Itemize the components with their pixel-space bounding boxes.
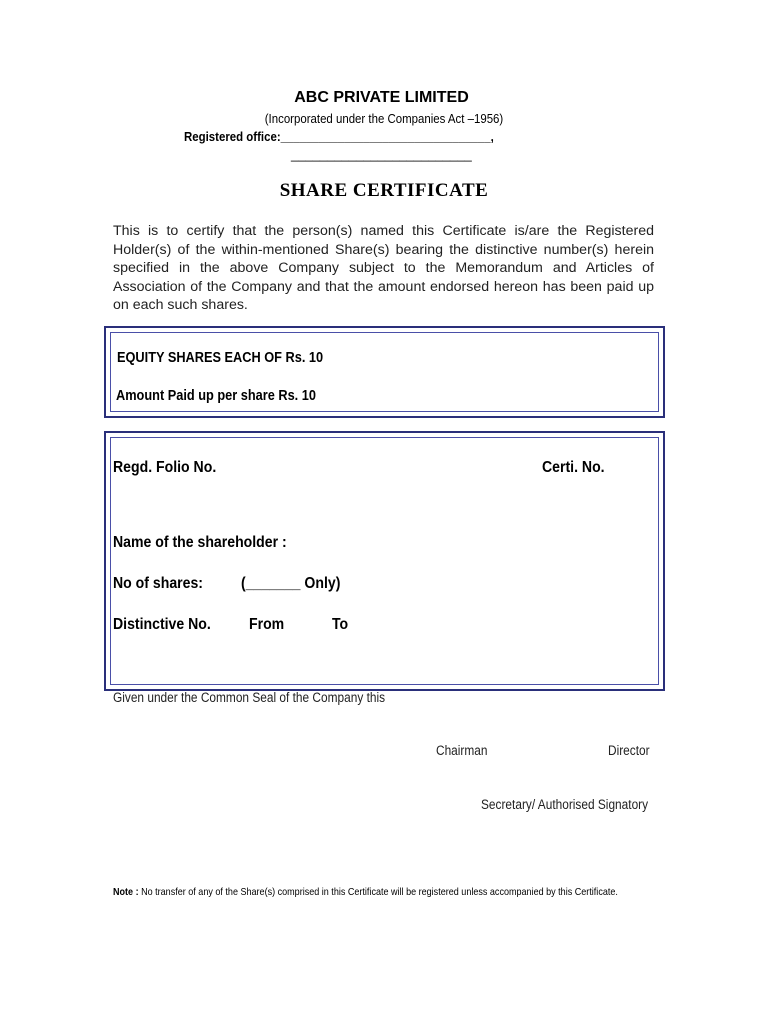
certify-paragraph: This is to certify that the person(s) named this Certificate is/are the Registered Holder(s) of the within-mentioned Share(s) bearing the distinctive number(s) herein specified in the above Company subject to the Memorandum and Articles of Association of the Company and that the amount endorsed hereon has been paid up on each such shares. xyxy=(113,223,654,314)
company-name: ABC PRIVATE LIMITED xyxy=(294,89,469,106)
director-signature-label: Director xyxy=(608,743,650,758)
shareholder-name-label: Name of the shareholder : xyxy=(113,534,287,551)
note-text: No transfer of any of the Share(s) comprised in this Certificate will be registered unless accompanied by this Certificate. xyxy=(138,886,618,898)
incorporation-note: (Incorporated under the Companies Act –1956) xyxy=(264,111,504,126)
certificate-number-label: Certi. No. xyxy=(542,459,605,476)
shares-in-words-blank: (_______ Only) xyxy=(241,575,341,592)
common-seal-text: Given under the Common Seal of the Company this xyxy=(113,690,386,705)
secretary-signature-label: Secretary/ Authorised Signatory xyxy=(481,797,649,812)
registered-office: Registered office:_________________________________, xyxy=(184,129,494,144)
certificate-title: SHARE CERTIFICATE xyxy=(279,180,489,201)
share-info-frame xyxy=(104,326,665,418)
transfer-note xyxy=(113,886,618,898)
equity-shares-label: EQUITY SHARES EACH OF Rs. 10 xyxy=(117,350,324,366)
number-of-shares-label: No of shares: xyxy=(113,575,203,592)
folio-label: Regd. Folio No. xyxy=(113,459,217,476)
to-label: To xyxy=(332,616,349,633)
distinctive-number-label: Distinctive No. xyxy=(113,616,211,633)
note-label: Note : xyxy=(113,886,139,898)
from-label: From xyxy=(249,616,285,633)
registered-office-line2: _________________________ xyxy=(291,147,472,162)
chairman-signature-label: Chairman xyxy=(436,743,488,758)
amount-paid-label: Amount Paid up per share Rs. 10 xyxy=(116,388,316,404)
